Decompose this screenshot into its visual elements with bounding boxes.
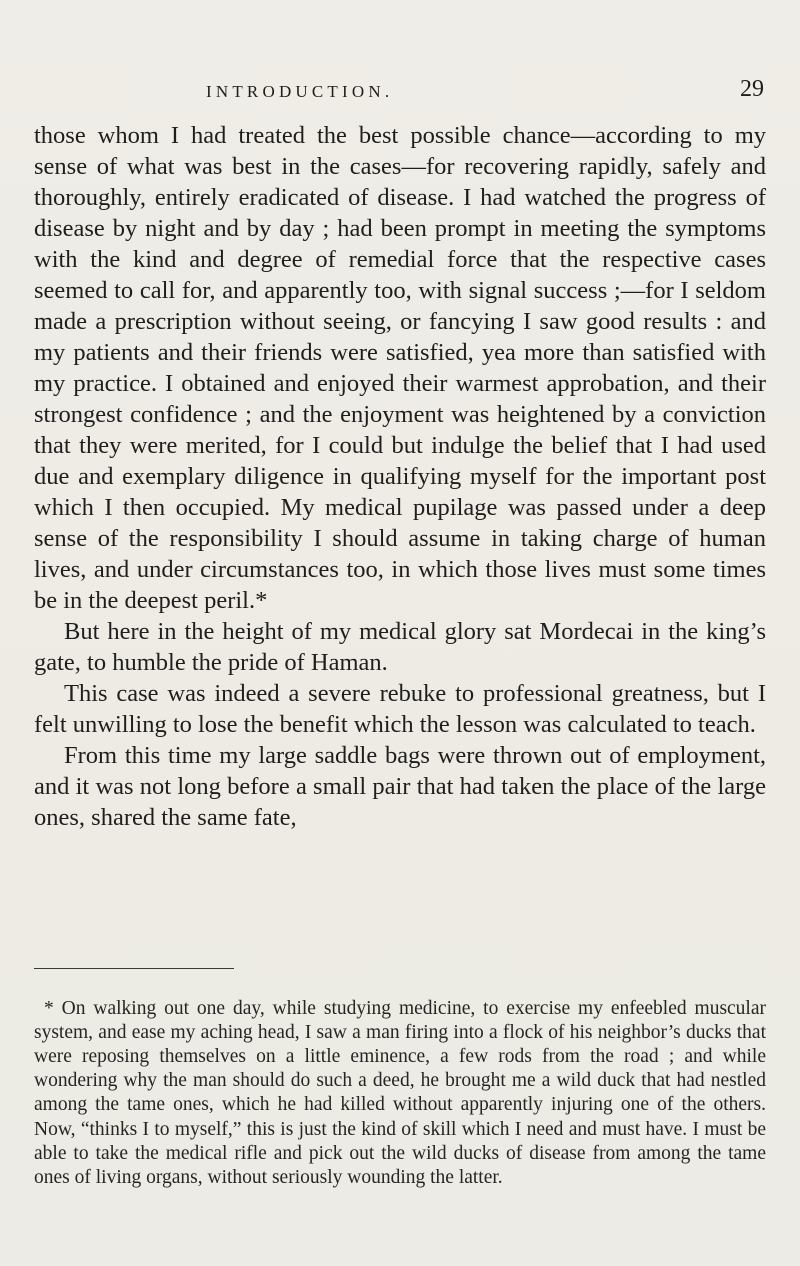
running-head-title: INTRODUCTION.	[206, 82, 394, 101]
running-head	[0, 76, 800, 116]
main-text	[34, 120, 766, 833]
page-number: 29	[740, 76, 764, 102]
footnote: * On walking out one day, while studying medicine, to exercise my enfeebled muscular system, and ease my aching head, I saw a man firing into a flock of his neighbor’s ducks that were reposing themselves on a little eminence, a few rods from the road ; and while wondering why the man should do such a deed, he brought me a wild duck that had nestled among the tame ones, which he had killed without apparently injuring one of the others. Now, “thinks I to myself,” this is just the kind of skill which I need and must have. I must be able to take the medical rifle and pick out the wild ducks of disease from among the tame ones of living organs, without seriously wounding the latter.	[34, 997, 766, 1188]
paragraph-rebuke: This case was indeed a severe rebuke to professional greatness, but I felt unwilling to lose the benefit which the lesson was calculated to teach.	[34, 680, 766, 738]
paragraph-continued: those whom I had treated the best possible chance—according to my sense of what was best in the cases—for recovering rapidly, safely and thoroughly, entirely eradicated of disease. I had watched the progress of disease by night and by day ; had been prompt in meeting the symptoms with the kind and degree of remedial force that the respective cases seemed to call for, and apparently too, with signal success ;—for I seldom made a prescription without seeing, or fancying I saw good results : and my patients and their friends were satisfied, yea more than satisfied with my practice. I obtained and enjoyed their warmest approbation, and their strongest confidence ; and the enjoyment was heightened by a conviction that they were merited, for I could but indulge the belief that I had used due and exemplary diligence in qualifying myself for the important post which I then occupied. My medical pupilage was passed under a deep sense of the responsibility I should assume in taking charge of human lives, and under circumstances too, in which those lives must some times be in the deepest peril.*	[34, 122, 766, 614]
footnote-divider	[34, 968, 234, 969]
paragraph-mordecai: But here in the height of my medical glory sat Mordecai in the king’s gate, to humble the pride of Haman.	[34, 618, 766, 676]
paragraph-saddle-bags: From this time my large saddle bags were thrown out of employment, and it was not long before a small pair that had taken the place of the large ones, shared the same fate,	[34, 742, 766, 831]
